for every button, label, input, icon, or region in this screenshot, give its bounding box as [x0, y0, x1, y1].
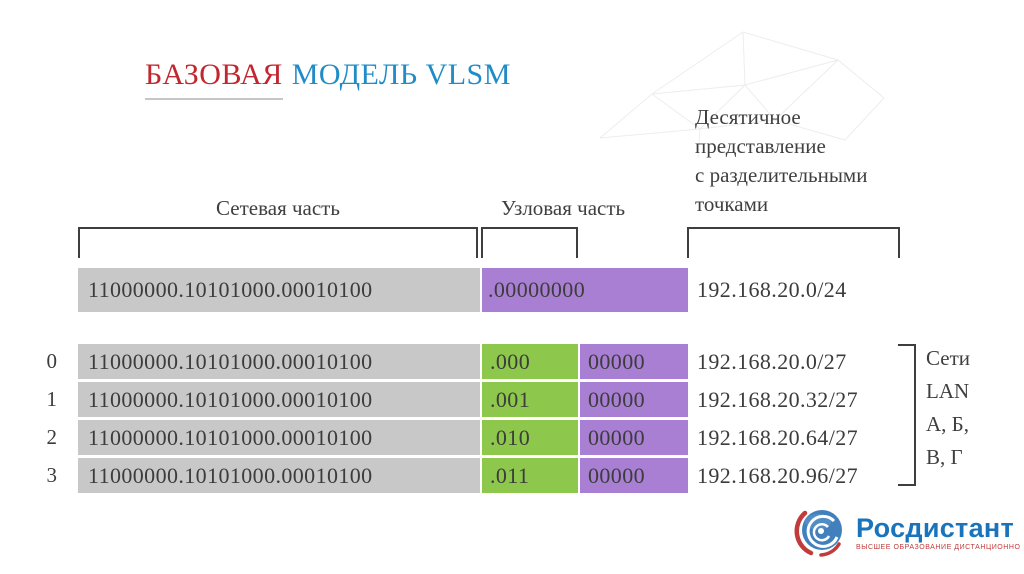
decimal-bracket: [687, 227, 900, 258]
row-subnet-bits-cell: .000: [482, 344, 578, 379]
page-title: [145, 58, 511, 92]
title-word-model: МОДЕЛЬ VLSM: [291, 58, 511, 91]
logo-name: Росдистант: [856, 512, 1015, 543]
network-bracket: [78, 227, 478, 258]
row-host-bits-cell: 00000: [580, 382, 688, 417]
decimal-header-line: Десятичное: [695, 105, 801, 129]
summary-host-bits-cell: .00000000: [482, 268, 688, 312]
row-decimal-value: 192.168.20.64/27: [697, 424, 859, 450]
row-host-bits-cell: 00000: [580, 420, 688, 455]
lan-label-line: А, Б,: [926, 412, 969, 436]
row-network-bits-cell: 11000000.10101000.00010100: [78, 344, 480, 379]
decimal-header-line: представление: [695, 134, 826, 158]
row-decimal-value: 192.168.20.32/27: [697, 386, 859, 412]
row-index: 0: [46, 349, 58, 373]
lan-networks-label: [926, 342, 970, 474]
row-subnet-bits-cell: .001: [482, 382, 578, 417]
globe-icon: [794, 504, 848, 560]
row-subnet-bits-cell: .011: [482, 458, 578, 493]
row-host-bits-cell: 00000: [580, 344, 688, 379]
host-bracket: [481, 227, 578, 258]
lan-label-line: LAN: [926, 379, 970, 403]
summary-network-bits-cell: 11000000.10101000.00010100: [78, 268, 480, 312]
row-host-bits-cell: 00000: [580, 458, 688, 493]
decimal-header-line: с разделительными: [695, 163, 868, 187]
host-column-header: Узловая часть: [501, 196, 626, 220]
lan-label-line: Сети: [926, 346, 970, 370]
row-network-bits-cell: 11000000.10101000.00010100: [78, 458, 480, 493]
logo-text: [856, 514, 1020, 551]
row-network-bits-cell: 11000000.10101000.00010100: [78, 382, 480, 417]
rosdistant-logo: [794, 504, 1020, 560]
network-column-header: Сетевая часть: [216, 196, 340, 220]
row-subnet-bits-cell: .010: [482, 420, 578, 455]
row-index: 1: [46, 387, 58, 411]
title-word-basic: БАЗОВАЯ: [145, 58, 283, 100]
decimal-column-header: [695, 103, 867, 219]
row-index: 2: [46, 425, 58, 449]
row-network-bits-cell: 11000000.10101000.00010100: [78, 420, 480, 455]
lan-label-line: В, Г: [926, 445, 963, 469]
decimal-header-line: точками: [695, 192, 769, 216]
row-decimal-value: 192.168.20.0/27: [697, 348, 847, 374]
summary-decimal-value: 192.168.20.0/24: [697, 277, 847, 302]
logo-tagline: ВЫСШЕЕ ОБРАЗОВАНИЕ ДИСТАНЦИОННО: [856, 543, 1021, 551]
row-decimal-value: 192.168.20.96/27: [697, 462, 859, 488]
row-index: 3: [46, 463, 58, 487]
lan-group-bracket: [898, 344, 916, 486]
